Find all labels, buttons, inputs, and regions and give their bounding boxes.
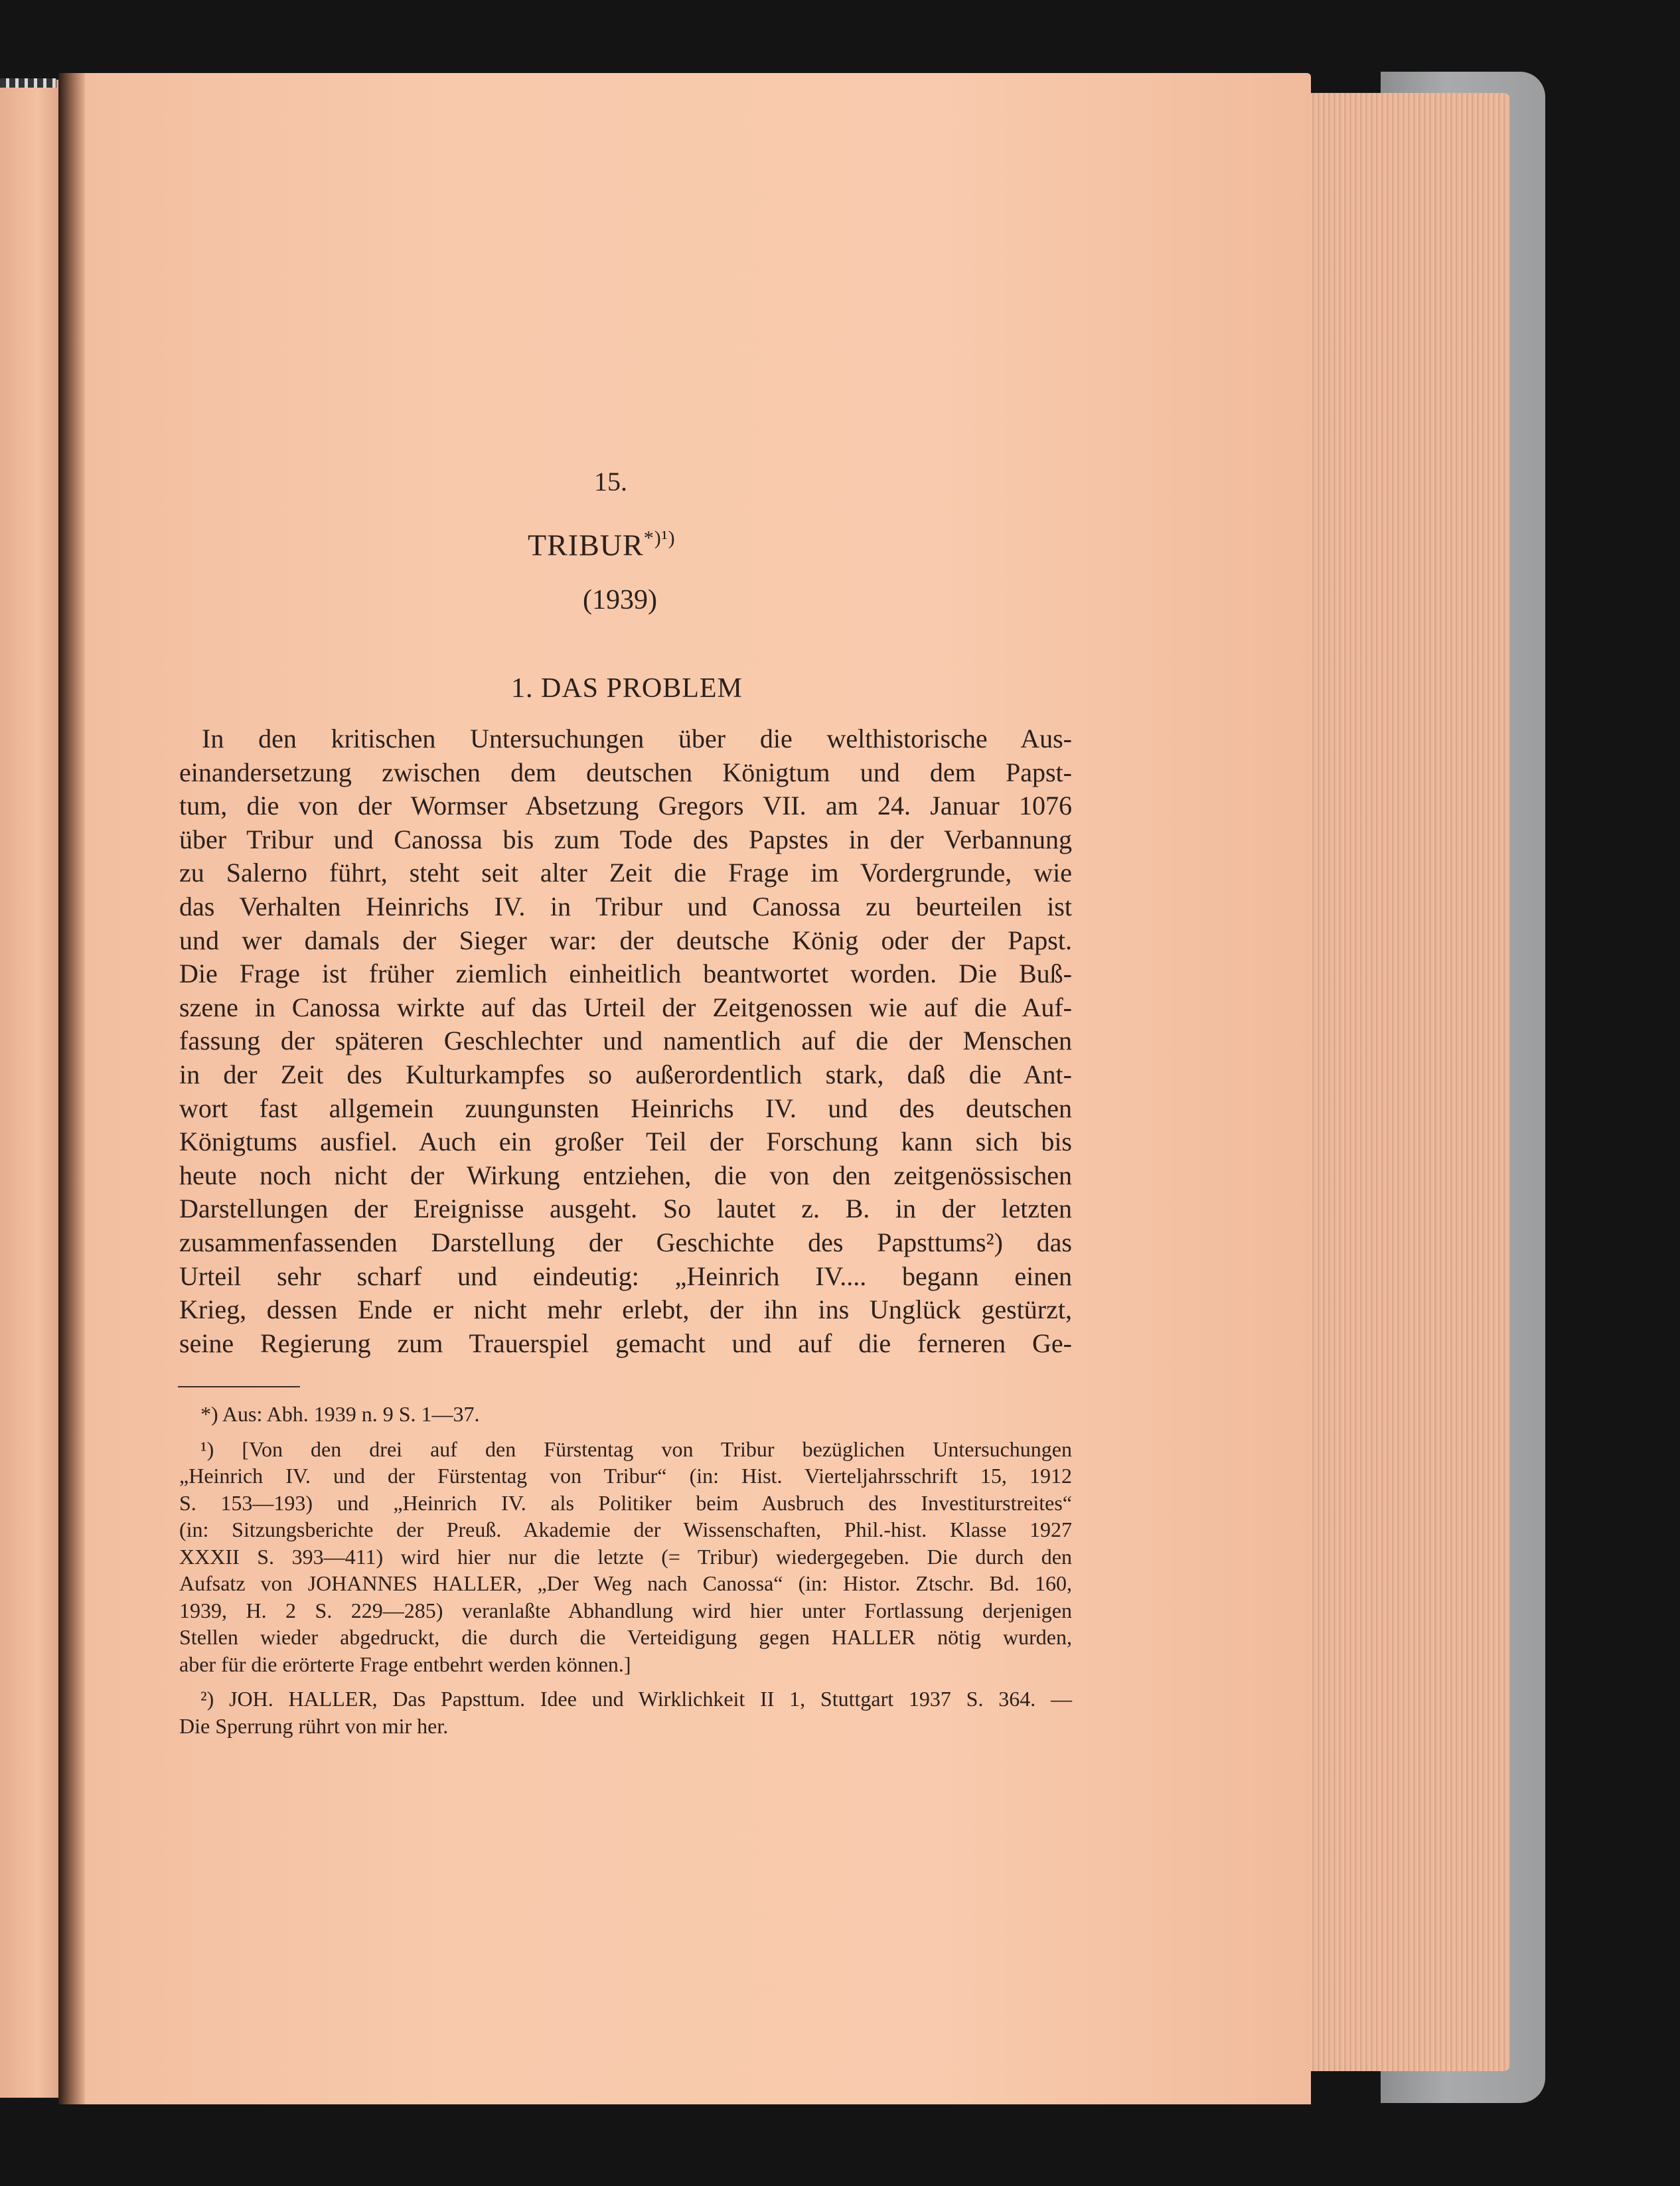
previous-page	[0, 80, 63, 2098]
footnote-line: ¹) [Von den drei auf den Fürstentag von Tribur bezüglichen Untersuchungen	[200, 1437, 1072, 1461]
body-text	[179, 722, 1072, 1360]
body-line: wort fast allgemein zuungunsten Heinrichs IV. und des deutschen	[179, 1093, 1072, 1123]
footnote-line: aber für die erörterte Frage entbehrt werden können.]	[179, 1652, 631, 1676]
footnote-line: ²) JOH. HALLER, Das Papsttum. Idee und Wirklichkeit II 1, Stuttgart 1937 S. 364. —	[200, 1687, 1072, 1711]
body-line: Urteil sehr scharf und eindeutig: „Heinrich IV.... begann einen	[179, 1261, 1072, 1291]
footnote-line: 1939, H. 2 S. 229—285) veranlaßte Abhandlung wird hier unter Fortlassung derjenigen	[179, 1598, 1072, 1622]
body-line: einandersetzung zwischen dem deutschen Königtum und dem Papst-	[179, 757, 1072, 787]
body-line: und wer damals der Sieger war: der deutsche König oder der Papst.	[179, 925, 1072, 955]
body-line: Die Frage ist früher ziemlich einheitlich beantwortet worden. Die Buß-	[179, 959, 1072, 989]
body-line: zu Salerno führt, steht seit alter Zeit die Frage im Vordergrunde, wie	[179, 858, 1072, 888]
footnote-line: Die Sperrung rührt von mir her.	[179, 1713, 449, 1738]
body-line: In den kritischen Untersuchungen über die welthistorische Aus-	[202, 724, 1072, 753]
body-line: Darstellungen der Ereignisse ausgeht. So lautet z. B. in der letzten	[179, 1194, 1072, 1224]
page-edges	[1304, 93, 1510, 2071]
body-line: das Verhalten Heinrichs IV. in Tribur und Canossa zu beurteilen ist	[179, 891, 1072, 921]
title-year: (1939)	[583, 585, 657, 615]
body-line: Krieg, dessen Ende er nicht mehr erlebt, der ihn ins Unglück gestürzt,	[179, 1294, 1072, 1325]
footnotes	[179, 1401, 1072, 1739]
footnote-line: S. 153—193) und „Heinrich IV. als Politiker beim Ausbruch des Investiturstreites“	[179, 1490, 1072, 1515]
chapter-number: 15.	[594, 467, 627, 497]
body-line: über Tribur und Canossa bis zum Tode des Papstes in der Verbannung	[179, 824, 1072, 854]
footnote-line: Aufsatz von JOHANNES HALLER, „Der Weg nach Canossa“ (in: Histor. Ztschr. Bd. 160,	[179, 1571, 1072, 1595]
body-line: heute noch nicht der Wirkung entziehen, die von den zeitgenössischen	[179, 1160, 1072, 1190]
footnote-line: (in: Sitzungsberichte der Preuß. Akademie der Wissenschaften, Phil.-hist. Klasse 1927	[179, 1518, 1072, 1541]
body-line: fassung der späteren Geschlechter und namentlich auf die der Menschen	[179, 1026, 1072, 1056]
body-line: tum, die von der Wormser Absetzung Gregors VII. am 24. Januar 1076	[179, 791, 1072, 821]
body-line: Königtums ausfiel. Auch ein großer Teil der Forschung kann sich bis	[179, 1127, 1072, 1157]
body-line: zusammenfassenden Darstellung der Geschichte des Papsttums²) das	[179, 1227, 1072, 1257]
section-heading: 1. DAS PROBLEM	[511, 673, 743, 704]
previous-page-strip	[0, 78, 56, 88]
footnote-line: Stellen wieder abgedruckt, die durch die Verteidigung gegen HALLER nötig wurden,	[179, 1625, 1072, 1649]
body-line: szene in Canossa wirkte auf das Urteil der Zeitgenossen wie auf die Auf-	[179, 992, 1072, 1022]
title-text: TRIBUR	[528, 528, 644, 562]
page-title	[528, 527, 676, 562]
footnote-line: XXXII S. 393—411) wird hier nur die letzte (= Tribur) wiedergegeben. Die durch den	[179, 1544, 1072, 1569]
gutter-shadow	[58, 73, 85, 2104]
footnote-line: „Heinrich IV. und der Fürstentag von Tribur“ (in: Hist. Vierteljahrsschrift 15, 1912	[179, 1464, 1072, 1488]
body-line: seine Regierung zum Trauerspiel gemacht und auf die ferneren Ge-	[179, 1328, 1072, 1358]
footnote-line: *) Aus: Abh. 1939 n. 9 S. 1—37.	[200, 1402, 480, 1426]
footnote-rule	[178, 1386, 300, 1387]
title-footnote-marks: *)¹)	[643, 527, 676, 549]
body-line: in der Zeit des Kulturkampfes so außerordentlich stark, daß die Ant-	[179, 1059, 1072, 1089]
